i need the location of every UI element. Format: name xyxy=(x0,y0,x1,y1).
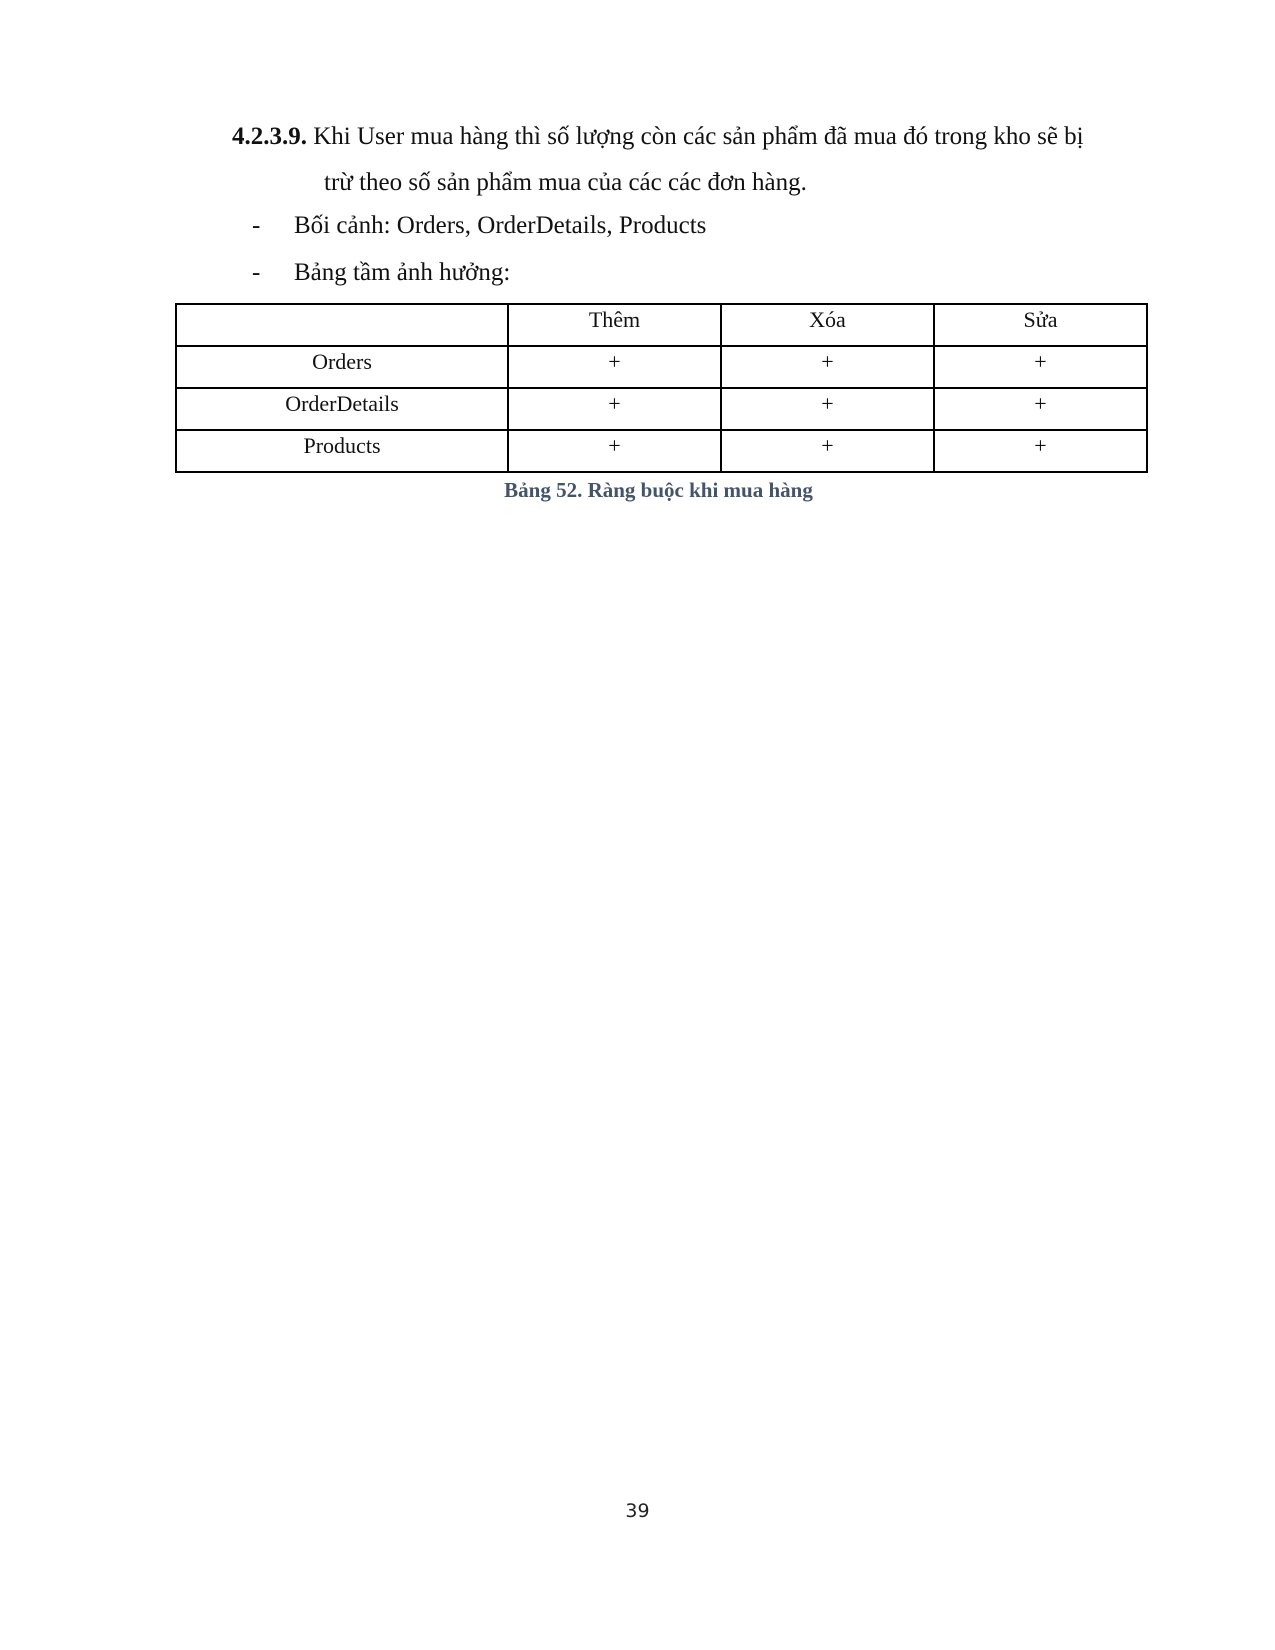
table-header-row xyxy=(176,304,1147,346)
table-row xyxy=(176,346,1147,388)
table-cell: OrderDetails xyxy=(176,388,508,430)
bullet-context-text: Bối cảnh: Orders, OrderDetails, Products xyxy=(294,212,707,239)
page-number: 39 xyxy=(625,1500,650,1522)
table-row xyxy=(176,430,1147,472)
table-cell: + xyxy=(508,430,721,472)
impact-table xyxy=(175,303,1148,473)
table-cell: + xyxy=(508,346,721,388)
table-cell: + xyxy=(721,388,934,430)
table-header-cell: Thêm xyxy=(508,304,721,346)
table-cell: + xyxy=(934,388,1147,430)
table-cell: + xyxy=(721,430,934,472)
bullet-impact-text: Bảng tầm ảnh hưởng: xyxy=(294,259,511,286)
bullet-context xyxy=(252,211,706,241)
table-cell: + xyxy=(934,430,1147,472)
table-cell: + xyxy=(934,346,1147,388)
table-row xyxy=(176,388,1147,430)
table-cell: Products xyxy=(176,430,508,472)
table-header-cell: Xóa xyxy=(721,304,934,346)
section-text-line2: trừ theo số sản phẩm mua của các các đơn hàng. xyxy=(324,169,807,196)
table-header-cell: Sửa xyxy=(934,304,1147,346)
section-number: 4.2.3.9. xyxy=(232,123,307,150)
bullet-impact-table xyxy=(252,258,510,288)
table-header-cell xyxy=(176,304,508,346)
table-cell: + xyxy=(721,346,934,388)
table-caption: Bảng 52. Ràng buộc khi mua hàng xyxy=(504,478,813,502)
bullet-dash: - xyxy=(252,212,261,239)
bullet-dash: - xyxy=(252,259,261,286)
table-cell: + xyxy=(508,388,721,430)
table-cell: Orders xyxy=(176,346,508,388)
section-text-line1: Khi User mua hàng thì số lượng còn các sản phẩm đã mua đó trong kho sẽ bị xyxy=(313,123,1084,150)
section-heading xyxy=(232,114,1162,206)
